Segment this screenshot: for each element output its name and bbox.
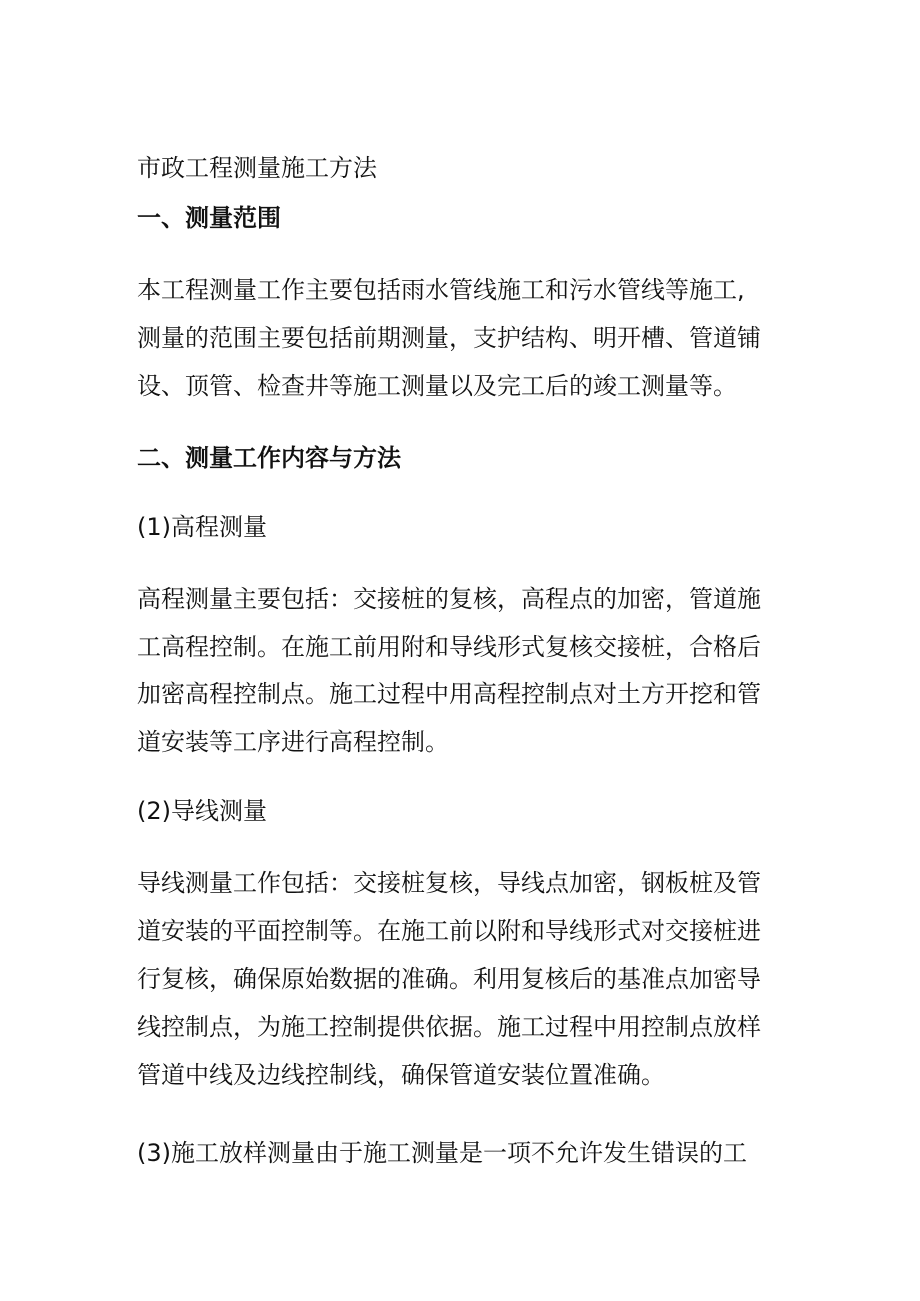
scope-paragraph-line: 测量的范围主要包括前期测量，支护结构、明开槽、管道铺 [137, 324, 761, 352]
traverse-paragraph-line: 行复核，确保原始数据的准确。利用复核后的基准点加密导 [137, 965, 761, 993]
subsection-title-elevation: (1)高程测量 [137, 513, 267, 541]
elevation-paragraph-line: 加密高程控制点。施工过程中用高程控制点对土方开挖和管 [137, 680, 761, 708]
traverse-paragraph-line: 道安装的平面控制等。在施工前以附和导线形式对交接桩进 [137, 917, 761, 945]
elevation-paragraph-line: 工高程控制。在施工前用附和导线形式复核交接桩，合格后 [137, 633, 761, 661]
elevation-paragraph-line: 道安装等工序进行高程控制。 [137, 728, 449, 756]
document-title: 市政工程测量施工方法 [137, 154, 377, 182]
scope-paragraph-line: 设、顶管、检查井等施工测量以及完工后的竣工测量等。 [137, 372, 737, 400]
section-heading-scope: 一、测量范围 [137, 204, 281, 232]
traverse-paragraph-line: 线控制点，为施工控制提供依据。施工过程中用控制点放样 [137, 1013, 761, 1041]
scope-paragraph-line: 本工程测量工作主要包括雨水管线施工和污水管线等施工, [137, 276, 745, 304]
elevation-paragraph-line: 高程测量主要包括：交接桩的复核，高程点的加密，管道施 [137, 585, 761, 613]
subsection-title-traverse: (2)导线测量 [137, 797, 267, 825]
section-heading-content-methods: 二、测量工作内容与方法 [137, 444, 401, 472]
traverse-paragraph-line: 管道中线及边线控制线，确保管道安装位置准确。 [137, 1061, 665, 1089]
subsection-title-stakeout: (3)施工放样测量由于施工测量是一项不允许发生错误的工 [137, 1139, 747, 1167]
traverse-paragraph-line: 导线测量工作包括：交接桩复核，导线点加密，钢板桩及管 [137, 869, 761, 897]
